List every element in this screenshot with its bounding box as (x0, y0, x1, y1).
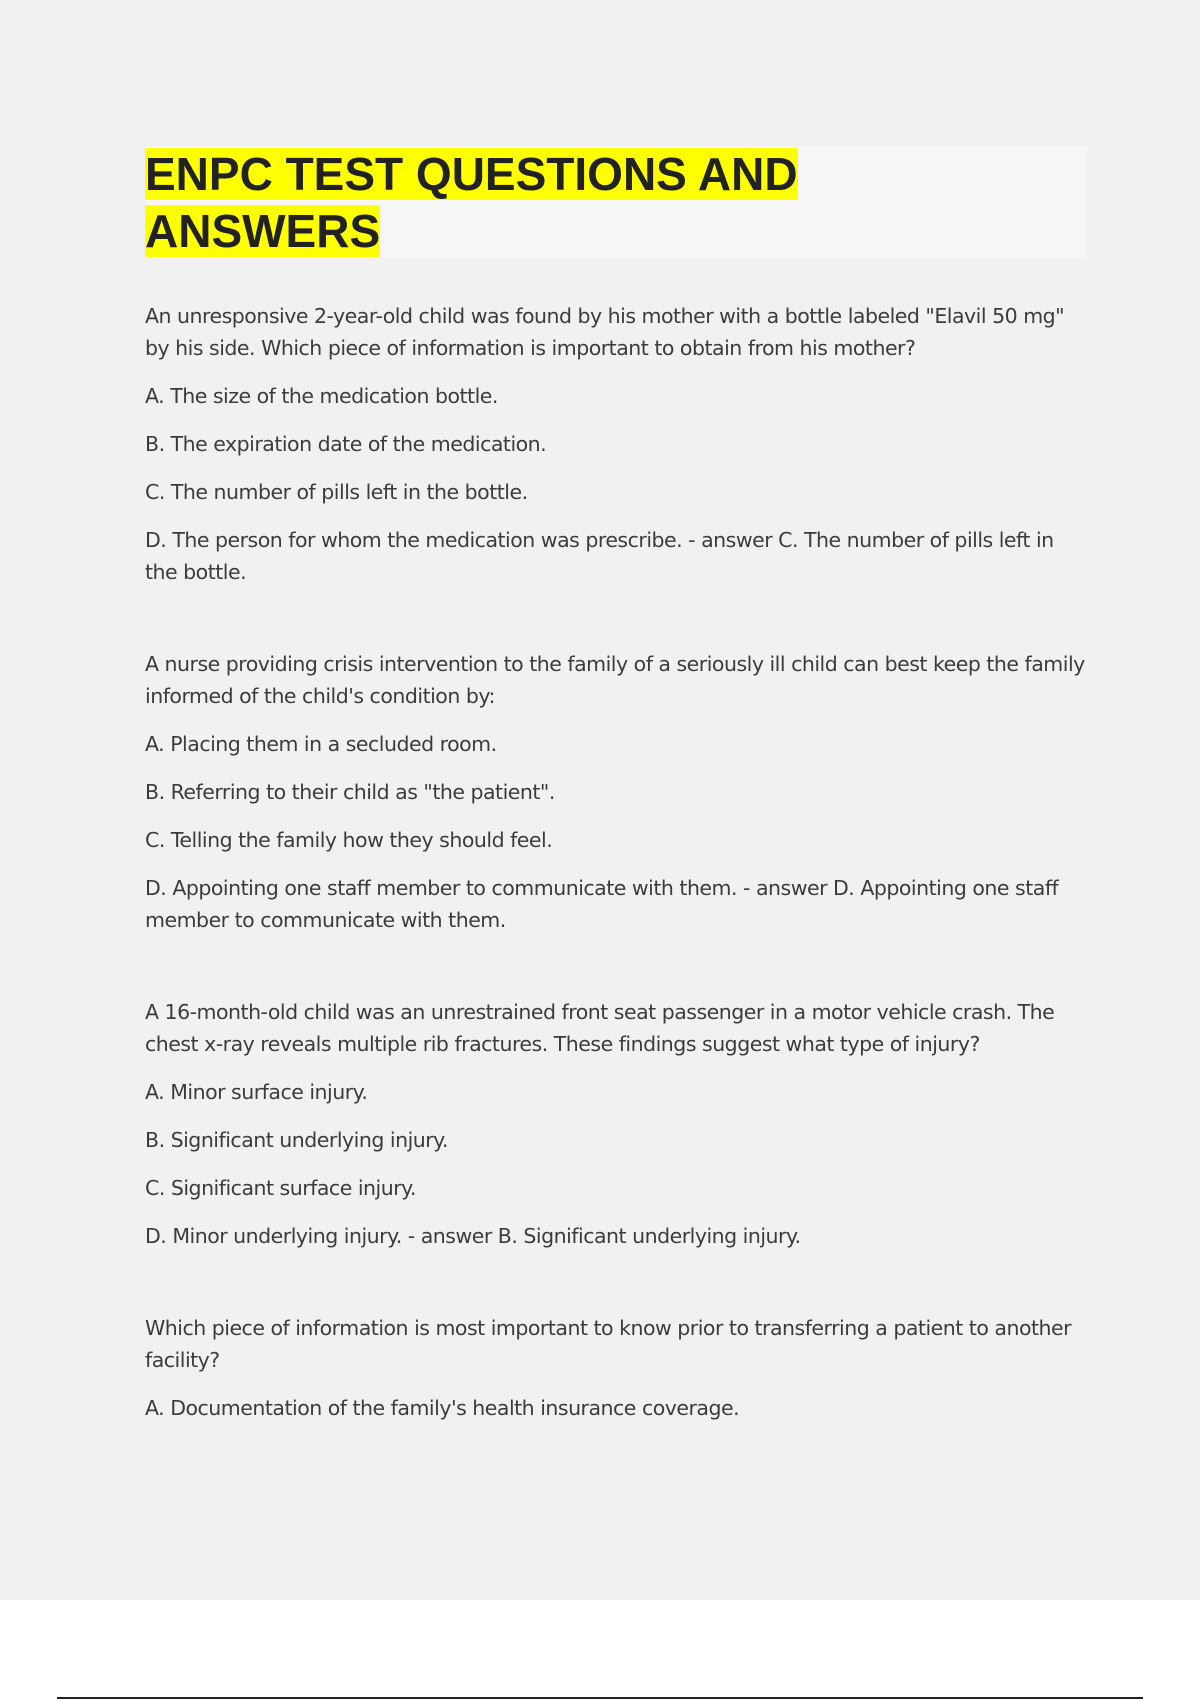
answer-option: A. Placing them in a secluded room. (145, 732, 497, 756)
answer-option: D. Minor underlying injury. - answer B. Significant underlying injury. (145, 1224, 801, 1248)
answer-option: A. Documentation of the family's health insurance coverage. (145, 1396, 740, 1420)
question-block (145, 300, 1085, 588)
answer-option: D. Appointing one staff member to communicate with them. - answer D. Appointing one staff member to communicate with them. (145, 876, 1059, 932)
questions-list (145, 300, 1085, 1484)
footer-divider (57, 1697, 1143, 1699)
question-text: Which piece of information is most important to know prior to transferring a patient to another facility? (145, 1316, 1072, 1372)
question-block (145, 648, 1085, 936)
answer-option: B. The expiration date of the medication. (145, 432, 547, 456)
document-title (145, 146, 865, 260)
answer-option: B. Significant underlying injury. (145, 1128, 448, 1152)
question-block (145, 1312, 1085, 1424)
answer-option: A. Minor surface injury. (145, 1080, 368, 1104)
answer-option: D. The person for whom the medication was prescribe. - answer C. The number of pills left in the bottle. (145, 528, 1054, 584)
answer-option: C. Telling the family how they should feel. (145, 828, 553, 852)
question-text: A 16-month-old child was an unrestrained front seat passenger in a motor vehicle crash. The chest x-ray reveals multiple rib fractures. These findings suggest what type of injury? (145, 1000, 1055, 1056)
question-text: An unresponsive 2-year-old child was found by his mother with a bottle labeled "Elavil 50 mg" by his side. Which piece of information is important to obtain from his mother? (145, 304, 1065, 360)
question-text: A nurse providing crisis intervention to the family of a seriously ill child can best keep the family informed of the child's condition by: (145, 652, 1085, 708)
question-block (145, 996, 1085, 1252)
title-highlight: ENPC TEST QUESTIONS AND ANSWERS (145, 148, 798, 257)
answer-option: C. Significant surface injury. (145, 1176, 416, 1200)
answer-option: A. The size of the medication bottle. (145, 384, 498, 408)
answer-option: B. Referring to their child as "the patient". (145, 780, 555, 804)
answer-option: C. The number of pills left in the bottle. (145, 480, 528, 504)
